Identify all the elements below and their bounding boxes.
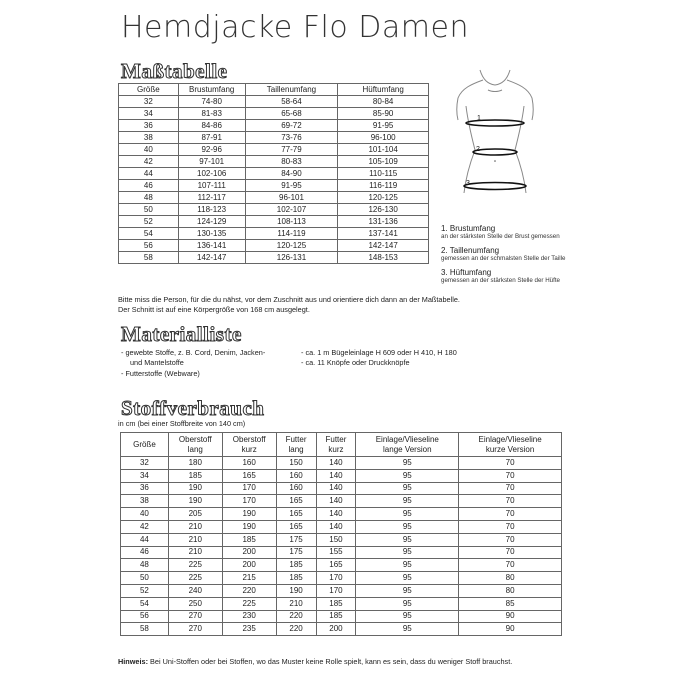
fabric-cell: 210 [168,546,222,559]
legend-hip-title: 3. Hüftumfang [441,268,492,277]
hip-line [464,183,526,190]
fabric-cell: 185 [222,533,276,546]
legend-bust-desc: an der stärksten Stelle der Brust gemessen [441,233,560,240]
fabric-cell: 160 [276,482,316,495]
collarbone [488,90,502,92]
measure-cell: 50 [119,204,179,216]
fabric-table [120,432,562,636]
measure-cell: 96-101 [245,192,338,204]
fabric-cell: 34 [121,469,169,482]
fabric-cell: 95 [356,457,459,470]
measure-cell: 142-147 [338,240,429,252]
measure-row [119,204,429,216]
fabric-header-line: lang [288,444,304,454]
fabric-cell: 200 [316,623,356,636]
fabric-cell: 175 [276,533,316,546]
measure-header-cell: Hüftumfang [338,84,429,96]
measure-cell: 58 [119,252,179,264]
fabric-row [121,597,562,610]
fabric-cell: 58 [121,623,169,636]
fabric-header-line: kurz [241,444,257,454]
fabric-cell: 80 [459,584,562,597]
measure-cell: 74-80 [178,96,245,108]
fabric-heading: Stoffverbrauch [121,396,265,420]
fabric-cell: 95 [356,559,459,572]
material-item: - Futterstoffe (Webware) [121,369,200,378]
material-item: und Mantelstoffe [130,358,184,367]
fabric-cell: 240 [168,584,222,597]
measure-heading: Maßtabelle [121,59,228,83]
fabric-cell: 95 [356,482,459,495]
fabric-header-line: Futter [325,434,347,444]
fabric-cell: 190 [168,495,222,508]
measure-cell: 96-100 [338,132,429,144]
fabric-cell: 140 [316,482,356,495]
measure-cell: 84-90 [245,168,338,180]
measure-cell: 118-123 [178,204,245,216]
measure-cell: 120-125 [338,192,429,204]
fabric-cell: 220 [276,623,316,636]
fabric-row [121,457,562,470]
fabric-cell: 165 [316,559,356,572]
measure-cell: 36 [119,120,179,132]
fabric-cell: 70 [459,559,562,572]
measure-cell: 73-76 [245,132,338,144]
fabric-cell: 185 [276,559,316,572]
fabric-cell: 95 [356,546,459,559]
fabric-cell: 165 [276,508,316,521]
fabric-cell: 70 [459,508,562,521]
fabric-cell: 95 [356,572,459,585]
measure-cell: 32 [119,96,179,108]
fabric-cell: 205 [168,508,222,521]
fabric-cell: 270 [168,623,222,636]
measure-row [119,180,429,192]
legend-bust-title: 1. Brustumfang [441,224,496,233]
measure-cell: 40 [119,144,179,156]
fabric-cell: 95 [356,610,459,623]
marker-3: 3 [466,180,470,187]
fabric-cell: 70 [459,457,562,470]
fabric-header-cell [168,433,222,457]
measure-row [119,144,429,156]
measure-cell: 112-117 [178,192,245,204]
measure-cell: 102-106 [178,168,245,180]
fabric-cell: 36 [121,482,169,495]
fabric-cell: 235 [222,623,276,636]
measure-row [119,228,429,240]
measure-cell: 114-119 [245,228,338,240]
fabric-header-line: Oberstoff [178,434,212,444]
fabric-row [121,610,562,623]
measure-cell: 91-95 [338,120,429,132]
measure-cell: 54 [119,228,179,240]
measure-cell: 126-130 [338,204,429,216]
marker-2: 2 [476,146,480,153]
fabric-header-line: lange Version [383,444,432,454]
fabric-cell: 190 [222,508,276,521]
measure-cell: 77-79 [245,144,338,156]
fabric-cell: 220 [222,584,276,597]
legend-waist-desc: gemessen an der schmalsten Stelle der Taille [441,255,566,262]
body-figure [450,68,540,196]
measure-cell: 131-136 [338,216,429,228]
fabric-cell: 190 [276,584,316,597]
fabric-cell: 215 [222,572,276,585]
fabric-row [121,482,562,495]
fabric-cell: 32 [121,457,169,470]
measure-cell: 126-131 [245,252,338,264]
fabric-cell: 175 [276,546,316,559]
fabric-row [121,508,562,521]
measure-cell: 102-107 [245,204,338,216]
fabric-cell: 170 [316,572,356,585]
fabric-cell: 80 [459,572,562,585]
fabric-cell: 250 [168,597,222,610]
fabric-cell: 70 [459,482,562,495]
fabric-cell: 170 [316,584,356,597]
measure-cell: 130-135 [178,228,245,240]
fabric-cell: 185 [276,572,316,585]
measure-row [119,96,429,108]
fabric-row [121,623,562,636]
measure-cell: 69-72 [245,120,338,132]
fabric-cell: 140 [316,520,356,533]
fabric-cell: 185 [316,597,356,610]
fabric-cell: 70 [459,469,562,482]
neck-line [480,70,510,85]
fabric-subheading: in cm (bei einer Stoffbreite von 140 cm) [118,419,246,428]
measure-cell: 136-141 [178,240,245,252]
fabric-cell: 85 [459,597,562,610]
measure-note-2: Der Schnitt ist auf eine Körpergröße von 168 cm ausgelegt. [118,305,310,314]
fabric-cell: 150 [276,457,316,470]
measure-cell: 44 [119,168,179,180]
fabric-cell: 210 [168,533,222,546]
fabric-row [121,559,562,572]
fabric-cell: 270 [168,610,222,623]
measure-cell: 56 [119,240,179,252]
fabric-header-cell [276,433,316,457]
measure-header-cell: Größe [119,84,179,96]
measure-cell: 105-109 [338,156,429,168]
fabric-cell: 140 [316,508,356,521]
fabric-cell: 95 [356,520,459,533]
page-title: Hemdjacke Flo Damen [121,10,469,45]
measure-row [119,156,429,168]
fabric-cell: 210 [276,597,316,610]
fabric-cell: 44 [121,533,169,546]
fabric-cell: 95 [356,469,459,482]
fabric-cell: 38 [121,495,169,508]
fabric-header-cell [316,433,356,457]
right-torso [515,106,526,193]
measure-row [119,216,429,228]
fabric-cell: 165 [222,469,276,482]
measure-cell: 84-86 [178,120,245,132]
fabric-row [121,546,562,559]
measure-header-cell: Taillenumfang [245,84,338,96]
measure-cell: 48 [119,192,179,204]
measure-cell: 58-64 [245,96,338,108]
fabric-cell: 95 [356,495,459,508]
fabric-header-line: Futter [285,434,307,444]
fabric-cell: 180 [168,457,222,470]
fabric-cell: 225 [222,597,276,610]
measure-cell: 142-147 [178,252,245,264]
left-shoulder [457,80,483,120]
measure-cell: 116-119 [338,180,429,192]
fabric-cell: 170 [222,495,276,508]
measure-cell: 97-101 [178,156,245,168]
fabric-header-cell [459,433,562,457]
fabric-cell: 40 [121,508,169,521]
fabric-cell: 90 [459,623,562,636]
fabric-cell: 225 [168,572,222,585]
measure-row [119,120,429,132]
fabric-cell: 200 [222,546,276,559]
marker-1: 1 [477,115,481,122]
measure-cell: 137-141 [338,228,429,240]
measure-row [119,192,429,204]
measure-cell: 108-113 [245,216,338,228]
fabric-cell: 54 [121,597,169,610]
fabric-cell: 90 [459,610,562,623]
fabric-header-line: kurze Version [485,444,535,454]
measure-cell: 101-104 [338,144,429,156]
materials-heading: Materialliste [121,322,242,346]
measure-cell: 38 [119,132,179,144]
fabric-cell: 56 [121,610,169,623]
measure-cell: 110-115 [338,168,429,180]
fabric-row [121,520,562,533]
fabric-header-line: Größe [133,439,156,449]
fabric-cell: 95 [356,584,459,597]
fabric-cell: 70 [459,533,562,546]
fabric-header-line: kurz [328,444,344,454]
fabric-cell: 220 [276,610,316,623]
measure-cell: 52 [119,216,179,228]
fabric-header-cell [222,433,276,457]
fabric-header-cell [356,433,459,457]
fabric-cell: 70 [459,546,562,559]
fabric-cell: 46 [121,546,169,559]
navel-dot [494,160,496,162]
fabric-cell: 95 [356,533,459,546]
fabric-row [121,572,562,585]
fabric-cell: 48 [121,559,169,572]
measure-cell: 124-129 [178,216,245,228]
fabric-header-line: Oberstoff [232,434,266,444]
fabric-cell: 160 [276,469,316,482]
fabric-cell: 95 [356,597,459,610]
measure-cell: 34 [119,108,179,120]
fabric-cell: 70 [459,495,562,508]
fabric-cell: 140 [316,495,356,508]
right-shoulder [507,80,533,120]
fabric-cell: 140 [316,469,356,482]
measure-table [118,83,429,264]
fabric-cell: 52 [121,584,169,597]
fabric-cell: 42 [121,520,169,533]
measure-cell: 80-83 [245,156,338,168]
legend-waist-title: 2. Taillenumfang [441,246,500,255]
measure-cell: 92-96 [178,144,245,156]
fabric-cell: 170 [222,482,276,495]
fabric-cell: 95 [356,623,459,636]
measure-cell: 85-90 [338,108,429,120]
fabric-cell: 190 [168,482,222,495]
fabric-cell: 185 [316,610,356,623]
measure-row [119,252,429,264]
hint-label: Hinweis: [118,657,149,666]
material-item: - gewebte Stoffe, z. B. Cord, Denim, Jacken- [121,348,266,357]
figure-legend [441,224,565,284]
fabric-cell: 140 [316,457,356,470]
fabric-row [121,469,562,482]
legend-hip-desc: gemessen an der stärksten Stelle der Hüfte [441,277,561,284]
material-item: - ca. 1 m Bügeleinlage H 609 oder H 410, H 180 [301,348,457,357]
measure-cell: 120-125 [245,240,338,252]
hint-body: Bei Uni-Stoffen oder bei Stoffen, wo das Muster keine Rolle spielt, kann es sein, dass du weniger Stoff brauchst. [148,657,513,666]
fabric-cell: 230 [222,610,276,623]
measure-cell: 42 [119,156,179,168]
fabric-cell: 150 [316,533,356,546]
fabric-cell: 190 [222,520,276,533]
measure-cell: 81-83 [178,108,245,120]
measure-cell: 80-84 [338,96,429,108]
fabric-cell: 210 [168,520,222,533]
measure-row [119,108,429,120]
fabric-header-line: Einlage/Vlieseline [478,434,542,444]
fabric-cell: 185 [168,469,222,482]
fabric-cell: 225 [168,559,222,572]
fabric-cell: 160 [222,457,276,470]
fabric-cell: 70 [459,520,562,533]
fabric-cell: 200 [222,559,276,572]
measure-cell: 148-153 [338,252,429,264]
fabric-row [121,584,562,597]
bust-line [466,120,524,126]
measure-cell: 65-68 [245,108,338,120]
measure-note-1: Bitte miss die Person, für die du nähst, vor dem Zuschnitt aus und orientiere dich dann an der Maßtabelle. [118,295,460,304]
fabric-cell: 95 [356,508,459,521]
measure-cell: 46 [119,180,179,192]
fabric-header-cell [121,433,169,457]
measure-header-cell: Brustumfang [178,84,245,96]
fabric-header-line: Einlage/Vlieseline [375,434,439,444]
fabric-cell: 165 [276,520,316,533]
measure-cell: 91-95 [245,180,338,192]
material-item: - ca. 11 Knöpfe oder Druckknöpfe [301,358,410,367]
measure-cell: 87-91 [178,132,245,144]
fabric-cell: 155 [316,546,356,559]
measure-row [119,240,429,252]
measure-row [119,168,429,180]
fabric-cell: 165 [276,495,316,508]
hint-text [118,657,512,667]
measure-cell: 107-111 [178,180,245,192]
measure-row [119,132,429,144]
fabric-header-line: lang [187,444,203,454]
fabric-cell: 50 [121,572,169,585]
fabric-row [121,533,562,546]
fabric-row [121,495,562,508]
